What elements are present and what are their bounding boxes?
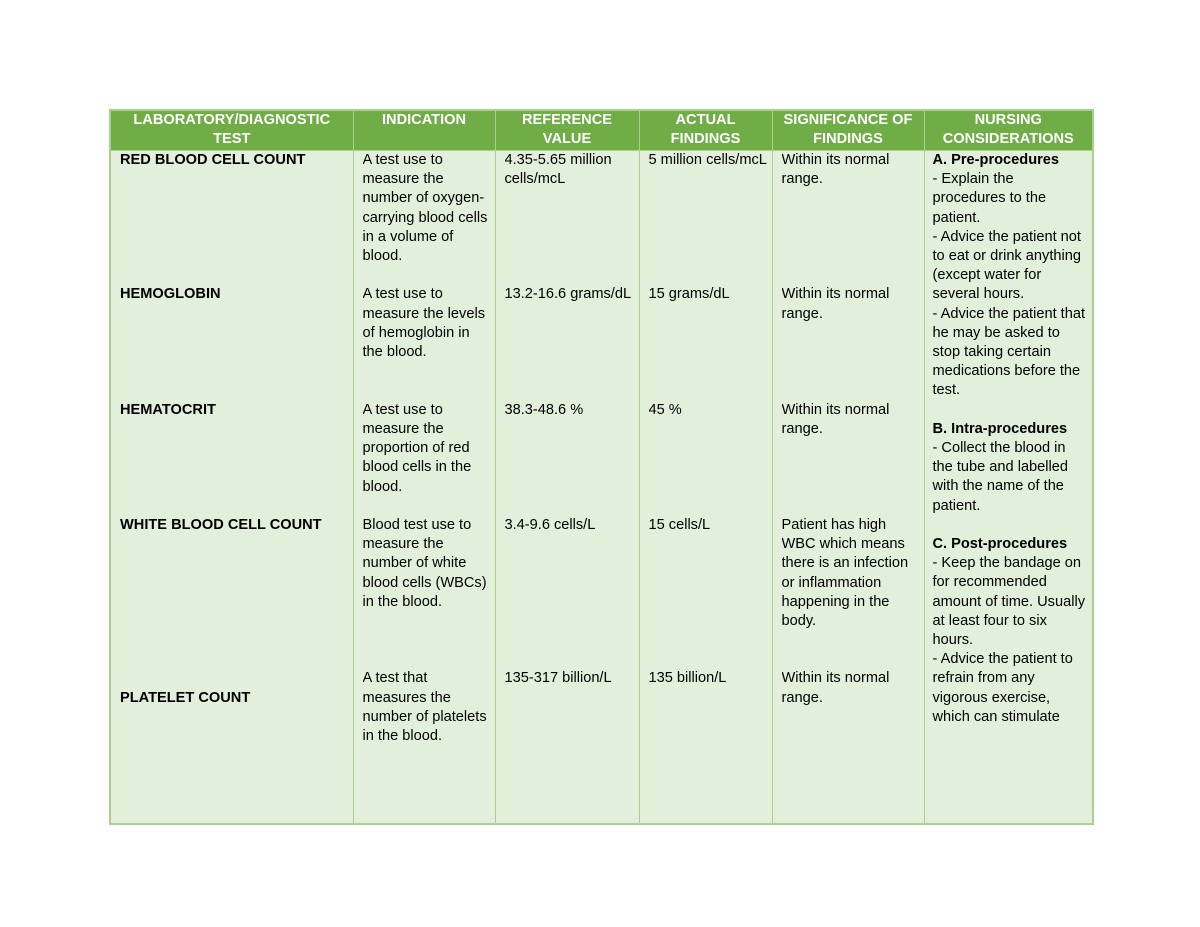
reference-value: 38.3-48.6 % <box>504 401 584 418</box>
reference-value: 4.35-5.65 million cells/mcL <box>504 152 612 188</box>
significance-text: Patient has high WBC which means there is an infection or inflammation happening in the body. <box>781 516 909 629</box>
table-header-row <box>110 110 1093 151</box>
significance-text: Within its normal range. <box>781 670 890 706</box>
test-name: HEMATOCRIT <box>120 401 216 418</box>
reference-column <box>495 151 639 825</box>
header-actual-findings: ACTUAL FINDINGS <box>639 110 772 151</box>
post-procedures-heading: C. Post-procedures <box>932 536 1068 553</box>
spacer <box>933 401 1090 420</box>
pre-procedure-item: - Explain the procedures to the patient. <box>932 171 1047 226</box>
post-procedure-item: - Keep the bandage on for recommended amount of time. Usually at least four to six hours. <box>932 555 1085 649</box>
test-name: HEMOGLOBIN <box>120 286 221 303</box>
spacer <box>933 516 1090 535</box>
actual-finding: 15 grams/dL <box>648 286 730 303</box>
pre-procedure-item: - Advice the patient that he may be asked to stop taking certain medications before the test. <box>932 305 1086 399</box>
intra-procedure-item: - Collect the blood in the tube and labelled with the name of the patient. <box>932 440 1069 514</box>
reference-value: 3.4-9.6 cells/L <box>504 516 596 533</box>
pre-procedures-heading: A. Pre-procedures <box>932 152 1060 168</box>
actual-column <box>639 151 772 825</box>
actual-finding: 15 cells/L <box>648 516 711 533</box>
significance-text: Within its normal range. <box>781 152 890 188</box>
actual-finding: 135 billion/L <box>648 670 727 687</box>
indication-column <box>353 151 495 825</box>
header-indication: INDICATION <box>353 110 495 151</box>
actual-finding: 5 million cells/mcL <box>648 152 767 168</box>
table-row <box>110 151 1093 825</box>
test-name: RED BLOOD CELL COUNT <box>120 152 306 168</box>
lab-diagnostic-table <box>109 109 1094 825</box>
indication-text: Blood test use to measure the number of white blood cells (WBCs) in the blood. <box>362 516 487 610</box>
header-lab-test: LABORATORY/DIAGNOSTIC TEST <box>110 110 353 151</box>
header-nursing-considerations: NURSING CONSIDERATIONS <box>924 110 1093 151</box>
header-reference-value: REFERENCE VALUE <box>495 110 639 151</box>
intra-procedures-heading: B. Intra-procedures <box>932 420 1068 437</box>
indication-text: A test use to measure the levels of hemoglobin in the blood. <box>362 286 485 360</box>
indication-text: A test that measures the number of platelets in the blood. <box>362 670 487 745</box>
test-name: WHITE BLOOD CELL COUNT <box>120 516 322 533</box>
significance-column <box>772 151 924 825</box>
test-name: PLATELET COUNT <box>120 689 251 706</box>
actual-finding: 45 % <box>648 401 682 418</box>
test-name-column <box>110 151 353 825</box>
nursing-considerations-column <box>924 151 1093 825</box>
significance-text: Within its normal range. <box>781 401 890 437</box>
reference-value: 13.2-16.6 grams/dL <box>504 286 632 303</box>
significance-text: Within its normal range. <box>781 286 890 322</box>
pre-procedure-item: - Advice the patient not to eat or drink anything (except water for several hours. <box>932 228 1081 303</box>
post-procedure-item: - Advice the patient to refrain from any vigorous exercise, which can stimulate <box>932 651 1073 725</box>
reference-value: 135-317 billion/L <box>504 670 612 687</box>
indication-text: A test use to measure the proportion of red blood cells in the blood. <box>362 401 472 495</box>
header-significance: SIGNIFICANCE OF FINDINGS <box>772 110 924 151</box>
indication-text: A test use to measure the number of oxygen-carrying blood cells in a volume of blood. <box>362 152 488 265</box>
